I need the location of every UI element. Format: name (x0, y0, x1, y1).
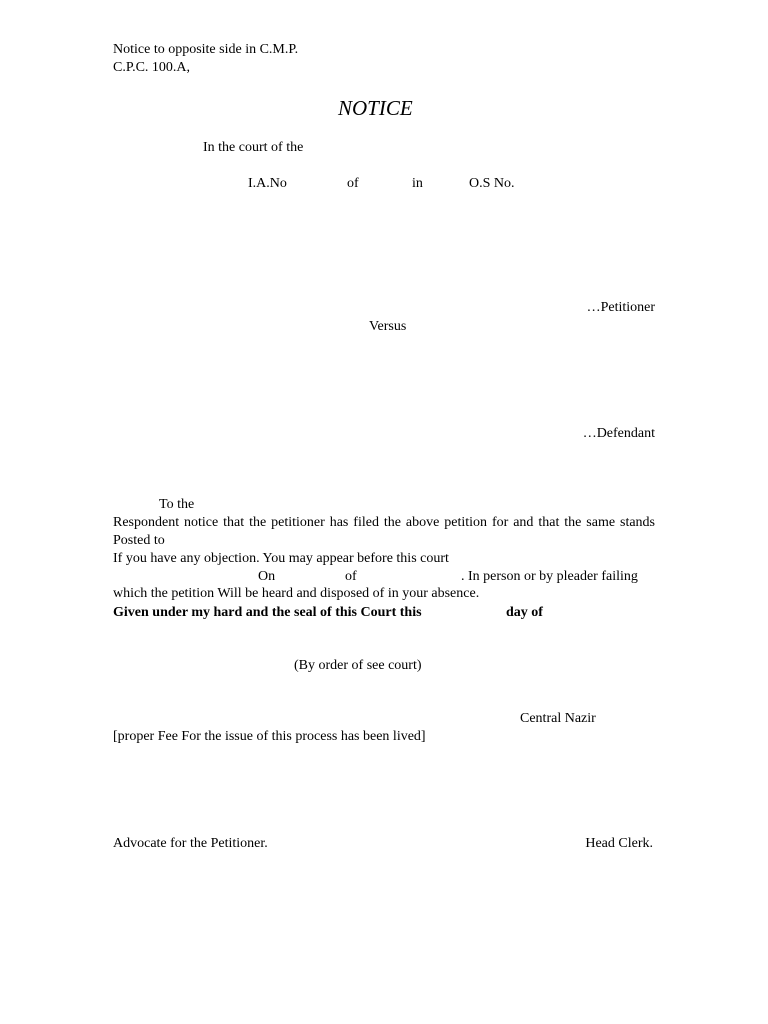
given-under-line: Given under my hard and the seal of this Court this (113, 605, 422, 620)
defendant-label: …Defendant (582, 426, 655, 441)
objection-line: If you have any objection. You may appear before this court (113, 551, 449, 566)
heard-line: which the petition Will be heard and disposed of in your absence. (113, 586, 480, 601)
advocate-signature-label: Advocate for the Petitioner. (113, 836, 268, 851)
document-title: NOTICE (338, 96, 413, 120)
by-order-line: (By order of see court) (294, 658, 422, 673)
case-of-label: of (347, 176, 359, 191)
case-in-label: in (412, 176, 423, 191)
day-of-label: day of (506, 605, 543, 620)
header-line-1: Notice to opposite side in C.M.P. (113, 42, 299, 57)
respondent-notice-paragraph: Respondent notice that the petitioner has filed the above petition for and that the same stands Posted to (113, 515, 655, 548)
petitioner-label: …Petitioner (586, 300, 655, 315)
court-line: In the court of the (203, 140, 304, 155)
in-person-line: . In person or by pleader failing (461, 569, 638, 584)
central-nazir-label: Central Nazir (520, 711, 596, 726)
header-line-2: C.P.C. 100.A, (113, 60, 191, 75)
hearing-on-label: On (258, 569, 276, 584)
head-clerk-signature-label: Head Clerk. (585, 836, 653, 851)
os-no-label: O.S No. (469, 176, 515, 191)
ia-no-label: I.A.No (248, 176, 287, 191)
to-the-label: To the (159, 497, 195, 512)
versus-label: Versus (369, 319, 407, 334)
fee-note: [proper Fee For the issue of this process has been lived] (113, 729, 426, 744)
hearing-of-label: of (345, 569, 357, 584)
